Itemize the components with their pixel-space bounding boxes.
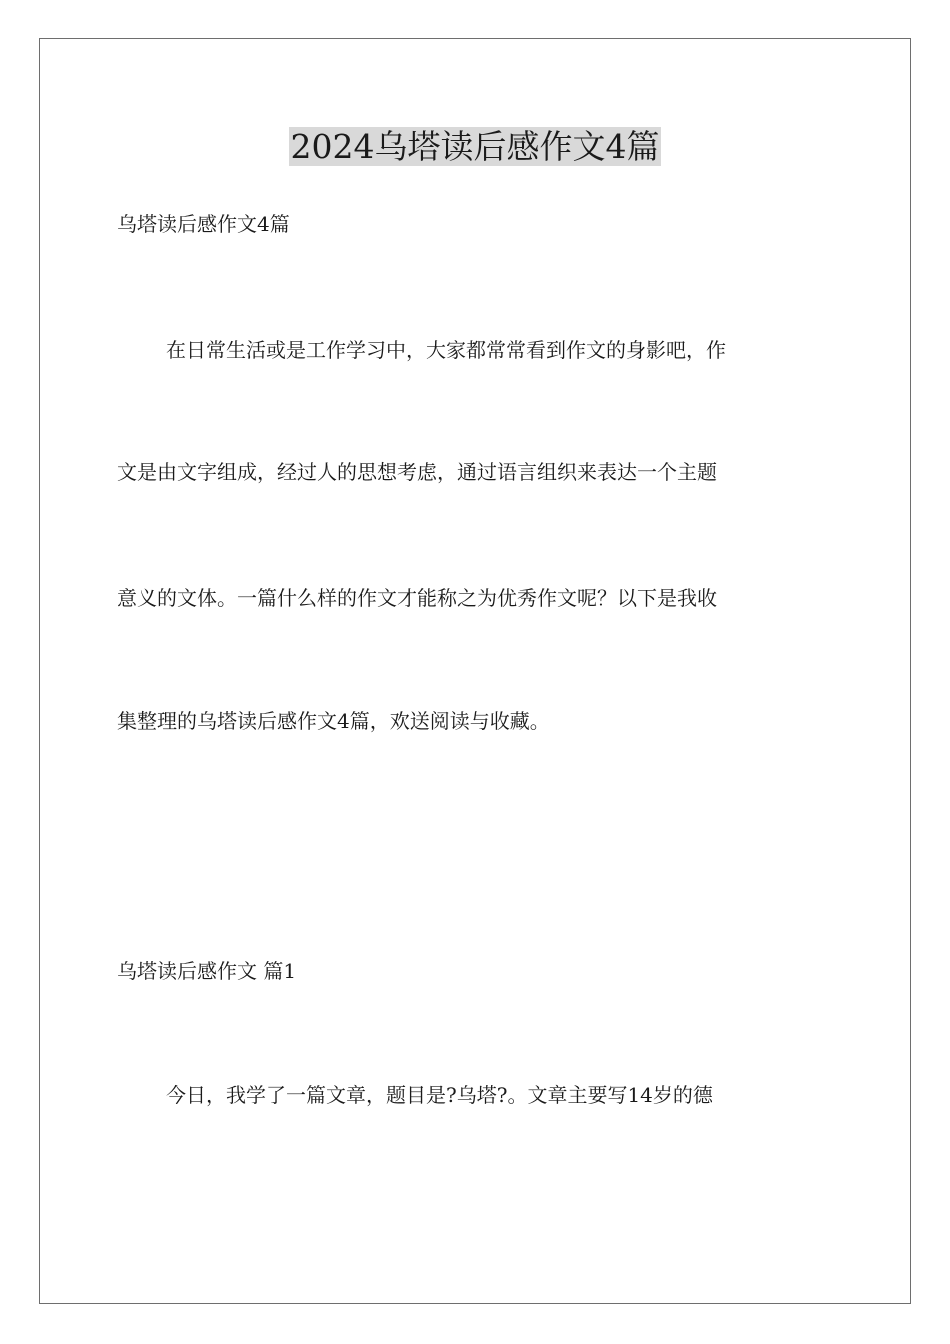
section-heading: 乌塔读后感作文 篇1 bbox=[117, 959, 297, 983]
document-subtitle: 乌塔读后感作文4篇 bbox=[117, 212, 290, 236]
intro-line-3: 意义的文体。一篇什么样的作文才能称之为优秀作文呢？以下是我收 bbox=[117, 586, 717, 610]
intro-line-4: 集整理的乌塔读后感作文4篇，欢送阅读与收藏。 bbox=[117, 709, 550, 733]
intro-line-1: 在日常生活或是工作学习中，大家都常常看到作文的身影吧，作 bbox=[166, 338, 726, 362]
document-title-text: 2024乌塔读后感作文4篇 bbox=[290, 127, 660, 166]
intro-line-2: 文是由文字组成，经过人的思想考虑，通过语言组织来表达一个主题 bbox=[117, 460, 717, 484]
section-line-1: 今日，我学了一篇文章，题目是?乌塔?。文章主要写14岁的德 bbox=[166, 1083, 713, 1107]
document-title bbox=[0, 124, 950, 170]
